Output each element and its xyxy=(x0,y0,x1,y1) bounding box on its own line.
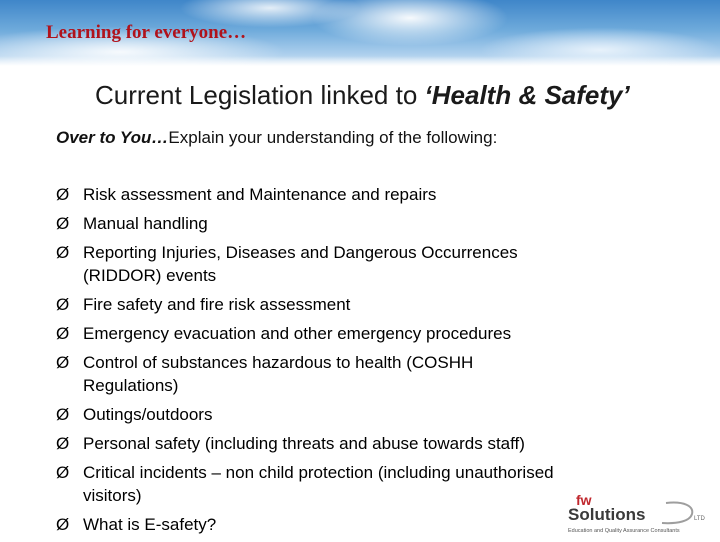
bullet-text-line: Control of substances hazardous to health (COSHH xyxy=(83,353,474,372)
bullet-text-line: Manual handling xyxy=(83,214,208,233)
intro-text xyxy=(56,128,497,148)
slide-title-prefix: Current Legislation linked to xyxy=(95,80,425,110)
fw-solutions-logo xyxy=(566,490,716,536)
bullet-item xyxy=(56,183,656,206)
arrow-bullet-icon: Ø xyxy=(56,515,70,534)
bullet-text-line: Risk assessment and Maintenance and repairs xyxy=(83,185,437,204)
arrow-bullet-icon: Ø xyxy=(56,353,70,372)
bullet-list xyxy=(56,183,656,542)
bullet-text-line: Emergency evacuation and other emergency procedures xyxy=(83,324,512,343)
arrow-bullet-icon: Ø xyxy=(56,405,70,424)
bullet-item xyxy=(56,241,656,287)
bullet-text-line: Outings/outdoors xyxy=(83,405,213,424)
logo-text-main: Solutions xyxy=(568,505,646,524)
arrow-bullet-icon: Ø xyxy=(56,434,70,453)
bullet-text-line: Personal safety (including threats and abuse towards staff) xyxy=(83,434,525,453)
intro-lead: Over to You… xyxy=(56,128,169,147)
bullet-text-line: Regulations) xyxy=(83,376,179,395)
arrow-bullet-icon: Ø xyxy=(56,243,70,262)
bullet-item xyxy=(56,432,656,455)
bullet-text-line: Critical incidents – non child protection (including unauthorised xyxy=(83,463,554,482)
arrow-bullet-icon: Ø xyxy=(56,185,70,204)
bullet-text-line: visitors) xyxy=(83,486,142,505)
header-banner xyxy=(0,0,720,66)
logo-tagline: Education and Quality Assurance Consultants xyxy=(568,528,680,534)
arrow-bullet-icon: Ø xyxy=(56,295,70,314)
logo-text-suffix: LTD xyxy=(694,516,705,522)
bullet-item xyxy=(56,403,656,426)
logo-text-top: fw xyxy=(576,492,592,508)
bullet-item xyxy=(56,293,656,316)
bullet-item xyxy=(56,322,656,345)
arrow-bullet-icon: Ø xyxy=(56,214,70,233)
intro-body: Explain your understanding of the following: xyxy=(168,128,498,147)
bullet-item xyxy=(56,212,656,235)
arrow-bullet-icon: Ø xyxy=(56,463,70,482)
arrow-bullet-icon: Ø xyxy=(56,324,70,343)
slide-title xyxy=(95,80,630,111)
bullet-text-line: Fire safety and fire risk assessment xyxy=(83,295,351,314)
bullet-text-line: Reporting Injuries, Diseases and Dangerous Occurrences xyxy=(83,243,518,262)
slide-title-emphasis: ‘Health & Safety’ xyxy=(424,80,630,110)
bullet-item xyxy=(56,351,656,397)
banner-title: Learning for everyone… xyxy=(46,22,247,43)
bullet-text-line: (RIDDOR) events xyxy=(83,266,217,285)
bullet-text-line: What is E-safety? xyxy=(83,515,217,534)
